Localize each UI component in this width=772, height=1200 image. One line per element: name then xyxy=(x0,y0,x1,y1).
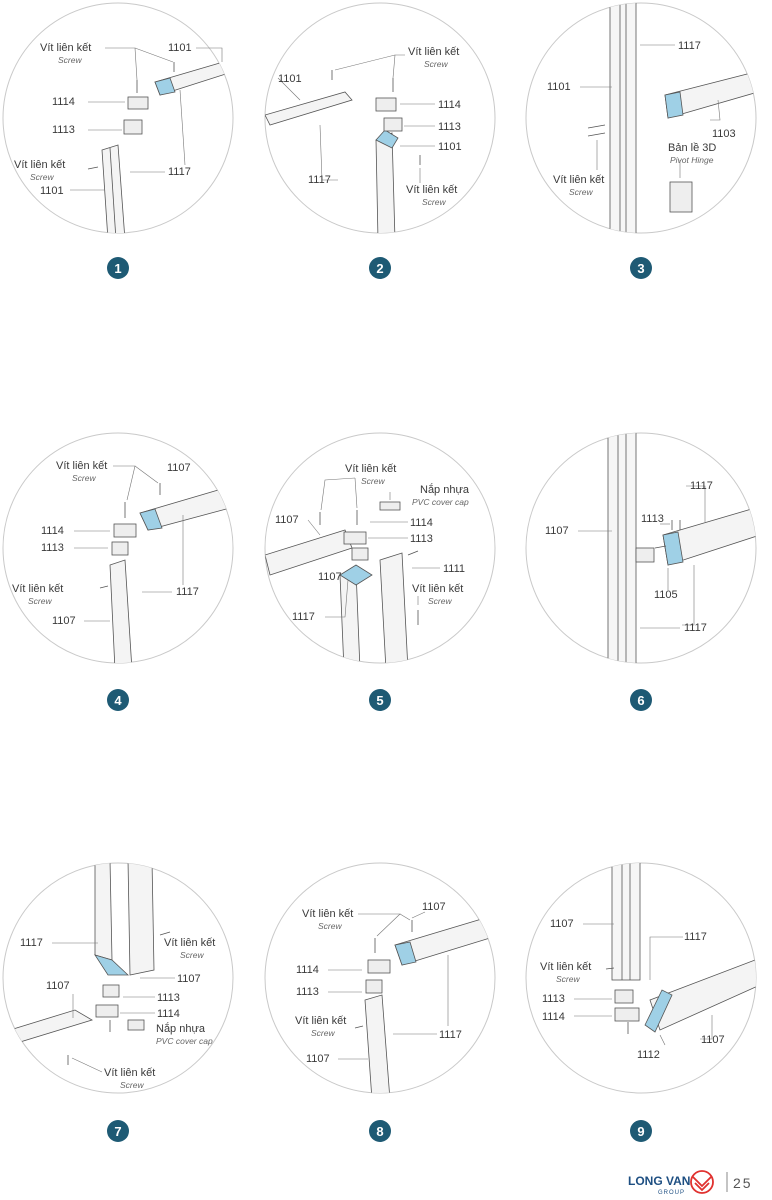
step-5-screw-sub-2: Screw xyxy=(428,596,452,606)
footer xyxy=(628,1171,753,1196)
step-4-screw-sub: Screw xyxy=(72,473,96,483)
step-1-diagram xyxy=(3,3,233,240)
step-1-part-4: 1117 xyxy=(168,166,191,178)
step-5-part-1: 1107 xyxy=(275,514,299,526)
step-7-part-4: 1113 xyxy=(157,992,180,1004)
step-2-part-3: 1113 xyxy=(438,121,461,133)
step-1-number: 1 xyxy=(114,261,122,276)
step-1-screw-sub-2: Screw xyxy=(30,172,54,182)
step-5-screw-label-2: Vít liên kết xyxy=(412,583,464,595)
step-2-badge xyxy=(369,257,391,279)
step-8-number: 8 xyxy=(376,1124,384,1139)
step-7-part-5: 1114 xyxy=(157,1008,180,1020)
step-4-screw-label-2: Vít liên kết xyxy=(12,583,64,595)
step-2-screw-sub: Screw xyxy=(424,59,448,69)
step-5-part-5: 1111 xyxy=(443,563,466,575)
step-2-screw-label-2: Vít liên kết xyxy=(406,184,458,196)
step-5-diagram xyxy=(265,433,495,670)
step-8-part-4: 1117 xyxy=(439,1029,462,1041)
step-9-part-1: 1107 xyxy=(550,918,574,930)
step-8-screw-label-2: Vít liên kết xyxy=(295,1015,347,1027)
step-8-part-3: 1113 xyxy=(296,986,319,998)
step-7-part-3: 1107 xyxy=(46,980,70,992)
step-9-part-3: 1113 xyxy=(542,993,565,1005)
step-5-screw-label: Vít liên kết xyxy=(345,463,397,475)
step-5-cap-label: Nắp nhựa xyxy=(420,484,469,496)
step-6-badge xyxy=(630,689,652,711)
step-3-badge xyxy=(630,257,652,279)
step-1-screw-label-2: Vít liên kết xyxy=(14,159,66,171)
step-2-part-1: 1101 xyxy=(278,73,302,85)
step-5-cap-sub: PVC cover cap xyxy=(412,497,469,507)
logo-mark-icon xyxy=(691,1171,713,1193)
step-7-badge xyxy=(107,1120,129,1142)
step-9-screw-sub: Screw xyxy=(556,974,580,984)
step-1-part-1: 1101 xyxy=(168,42,192,54)
step-3-diagram xyxy=(526,0,758,240)
step-6-part-2: 1113 xyxy=(641,513,664,525)
step-4-badge xyxy=(107,689,129,711)
step-4-screw-label: Vít liên kết xyxy=(56,460,108,472)
step-8-part-2: 1114 xyxy=(296,964,319,976)
step-5-screw-sub: Screw xyxy=(361,476,385,486)
step-8-diagram xyxy=(265,863,495,1100)
step-2-part-4: 1101 xyxy=(438,141,462,153)
step-1-part-2: 1114 xyxy=(52,96,75,108)
brand-sub: GROUP xyxy=(658,1190,686,1196)
step-4-part-5: 1107 xyxy=(52,615,76,627)
step-6-part-3: 1107 xyxy=(545,525,569,537)
step-8-part-1: 1107 xyxy=(422,901,446,913)
step-5-part-2: 1114 xyxy=(410,517,433,529)
step-4-part-1: 1107 xyxy=(167,462,191,474)
step-7-screw-label-2: Vít liên kết xyxy=(104,1067,156,1079)
step-4-diagram xyxy=(3,433,233,670)
brand-logo xyxy=(628,1171,713,1196)
step-9-screw-label: Vít liên kết xyxy=(540,961,592,973)
step-7-number: 7 xyxy=(114,1124,122,1139)
step-6-number: 6 xyxy=(637,693,645,708)
step-4-number: 4 xyxy=(114,693,122,708)
step-2-diagram xyxy=(265,3,495,240)
step-1-screw-sub: Screw xyxy=(58,55,82,65)
step-7-cap-label: Nắp nhựa xyxy=(156,1023,205,1035)
step-8-badge xyxy=(369,1120,391,1142)
step-1-part-5: 1101 xyxy=(40,185,64,197)
step-5-badge xyxy=(369,689,391,711)
step-4-part-4: 1117 xyxy=(176,586,199,598)
step-8-screw-label: Vít liên kết xyxy=(302,908,354,920)
step-8-part-5: 1107 xyxy=(306,1053,330,1065)
step-5-number: 5 xyxy=(376,693,384,708)
step-3-part-1: 1117 xyxy=(678,40,701,52)
step-9-badge xyxy=(630,1120,652,1142)
step-1-screw-label: Vít liên kết xyxy=(40,42,92,54)
step-5-part-4: 1107 xyxy=(318,571,342,583)
step-3-part-3: 1103 xyxy=(712,128,736,140)
step-5-part-6: 1117 xyxy=(292,611,315,623)
step-2-screw-sub-2: Screw xyxy=(422,197,446,207)
step-9-part-2: 1117 xyxy=(684,931,707,943)
step-8-screw-sub: Screw xyxy=(318,921,342,931)
step-7-part-2: 1107 xyxy=(177,973,201,985)
step-3-part-2: 1101 xyxy=(547,81,571,93)
step-4-part-2: 1114 xyxy=(41,525,64,537)
step-7-screw-sub-2: Screw xyxy=(120,1080,144,1090)
step-9-diagram xyxy=(526,860,760,1093)
step-7-screw-label: Vít liên kết xyxy=(164,937,216,949)
step-3-hinge-label: Bản lề 3D xyxy=(668,142,717,154)
page-number: 25 xyxy=(733,1175,753,1191)
step-8-screw-sub-2: Screw xyxy=(311,1028,335,1038)
step-6-part-4: 1105 xyxy=(654,589,678,601)
step-2-number: 2 xyxy=(376,261,384,276)
step-4-part-3: 1113 xyxy=(41,542,64,554)
step-9-part-4: 1114 xyxy=(542,1011,565,1023)
step-6-part-1: 1117 xyxy=(690,480,713,492)
step-4-screw-sub-2: Screw xyxy=(28,596,52,606)
step-7-cap-sub: PVC cover cap xyxy=(156,1036,213,1046)
step-3-hinge-sub: Pivot Hinge xyxy=(670,155,714,165)
step-3-number: 3 xyxy=(637,261,645,276)
step-2-part-5: 1117 xyxy=(308,174,331,186)
step-1-badge xyxy=(107,257,129,279)
step-2-screw-label: Vít liên kết xyxy=(408,46,460,58)
step-7-screw-sub: Screw xyxy=(180,950,204,960)
brand-name: LONG VAN xyxy=(628,1174,691,1188)
step-9-number: 9 xyxy=(637,1124,645,1139)
step-3-screw-label: Vít liên kết xyxy=(553,174,605,186)
step-7-part-1: 1117 xyxy=(20,937,43,949)
step-7-diagram xyxy=(3,860,233,1093)
step-6-part-5: 1117 xyxy=(684,622,707,634)
step-9-part-6: 1107 xyxy=(701,1034,725,1046)
step-9-part-5: 1112 xyxy=(637,1049,660,1061)
step-3-screw-sub: Screw xyxy=(569,187,593,197)
step-5-part-3: 1113 xyxy=(410,533,433,545)
step-6-diagram xyxy=(526,430,760,670)
step-2-part-2: 1114 xyxy=(438,99,461,111)
step-1-part-3: 1113 xyxy=(52,124,75,136)
